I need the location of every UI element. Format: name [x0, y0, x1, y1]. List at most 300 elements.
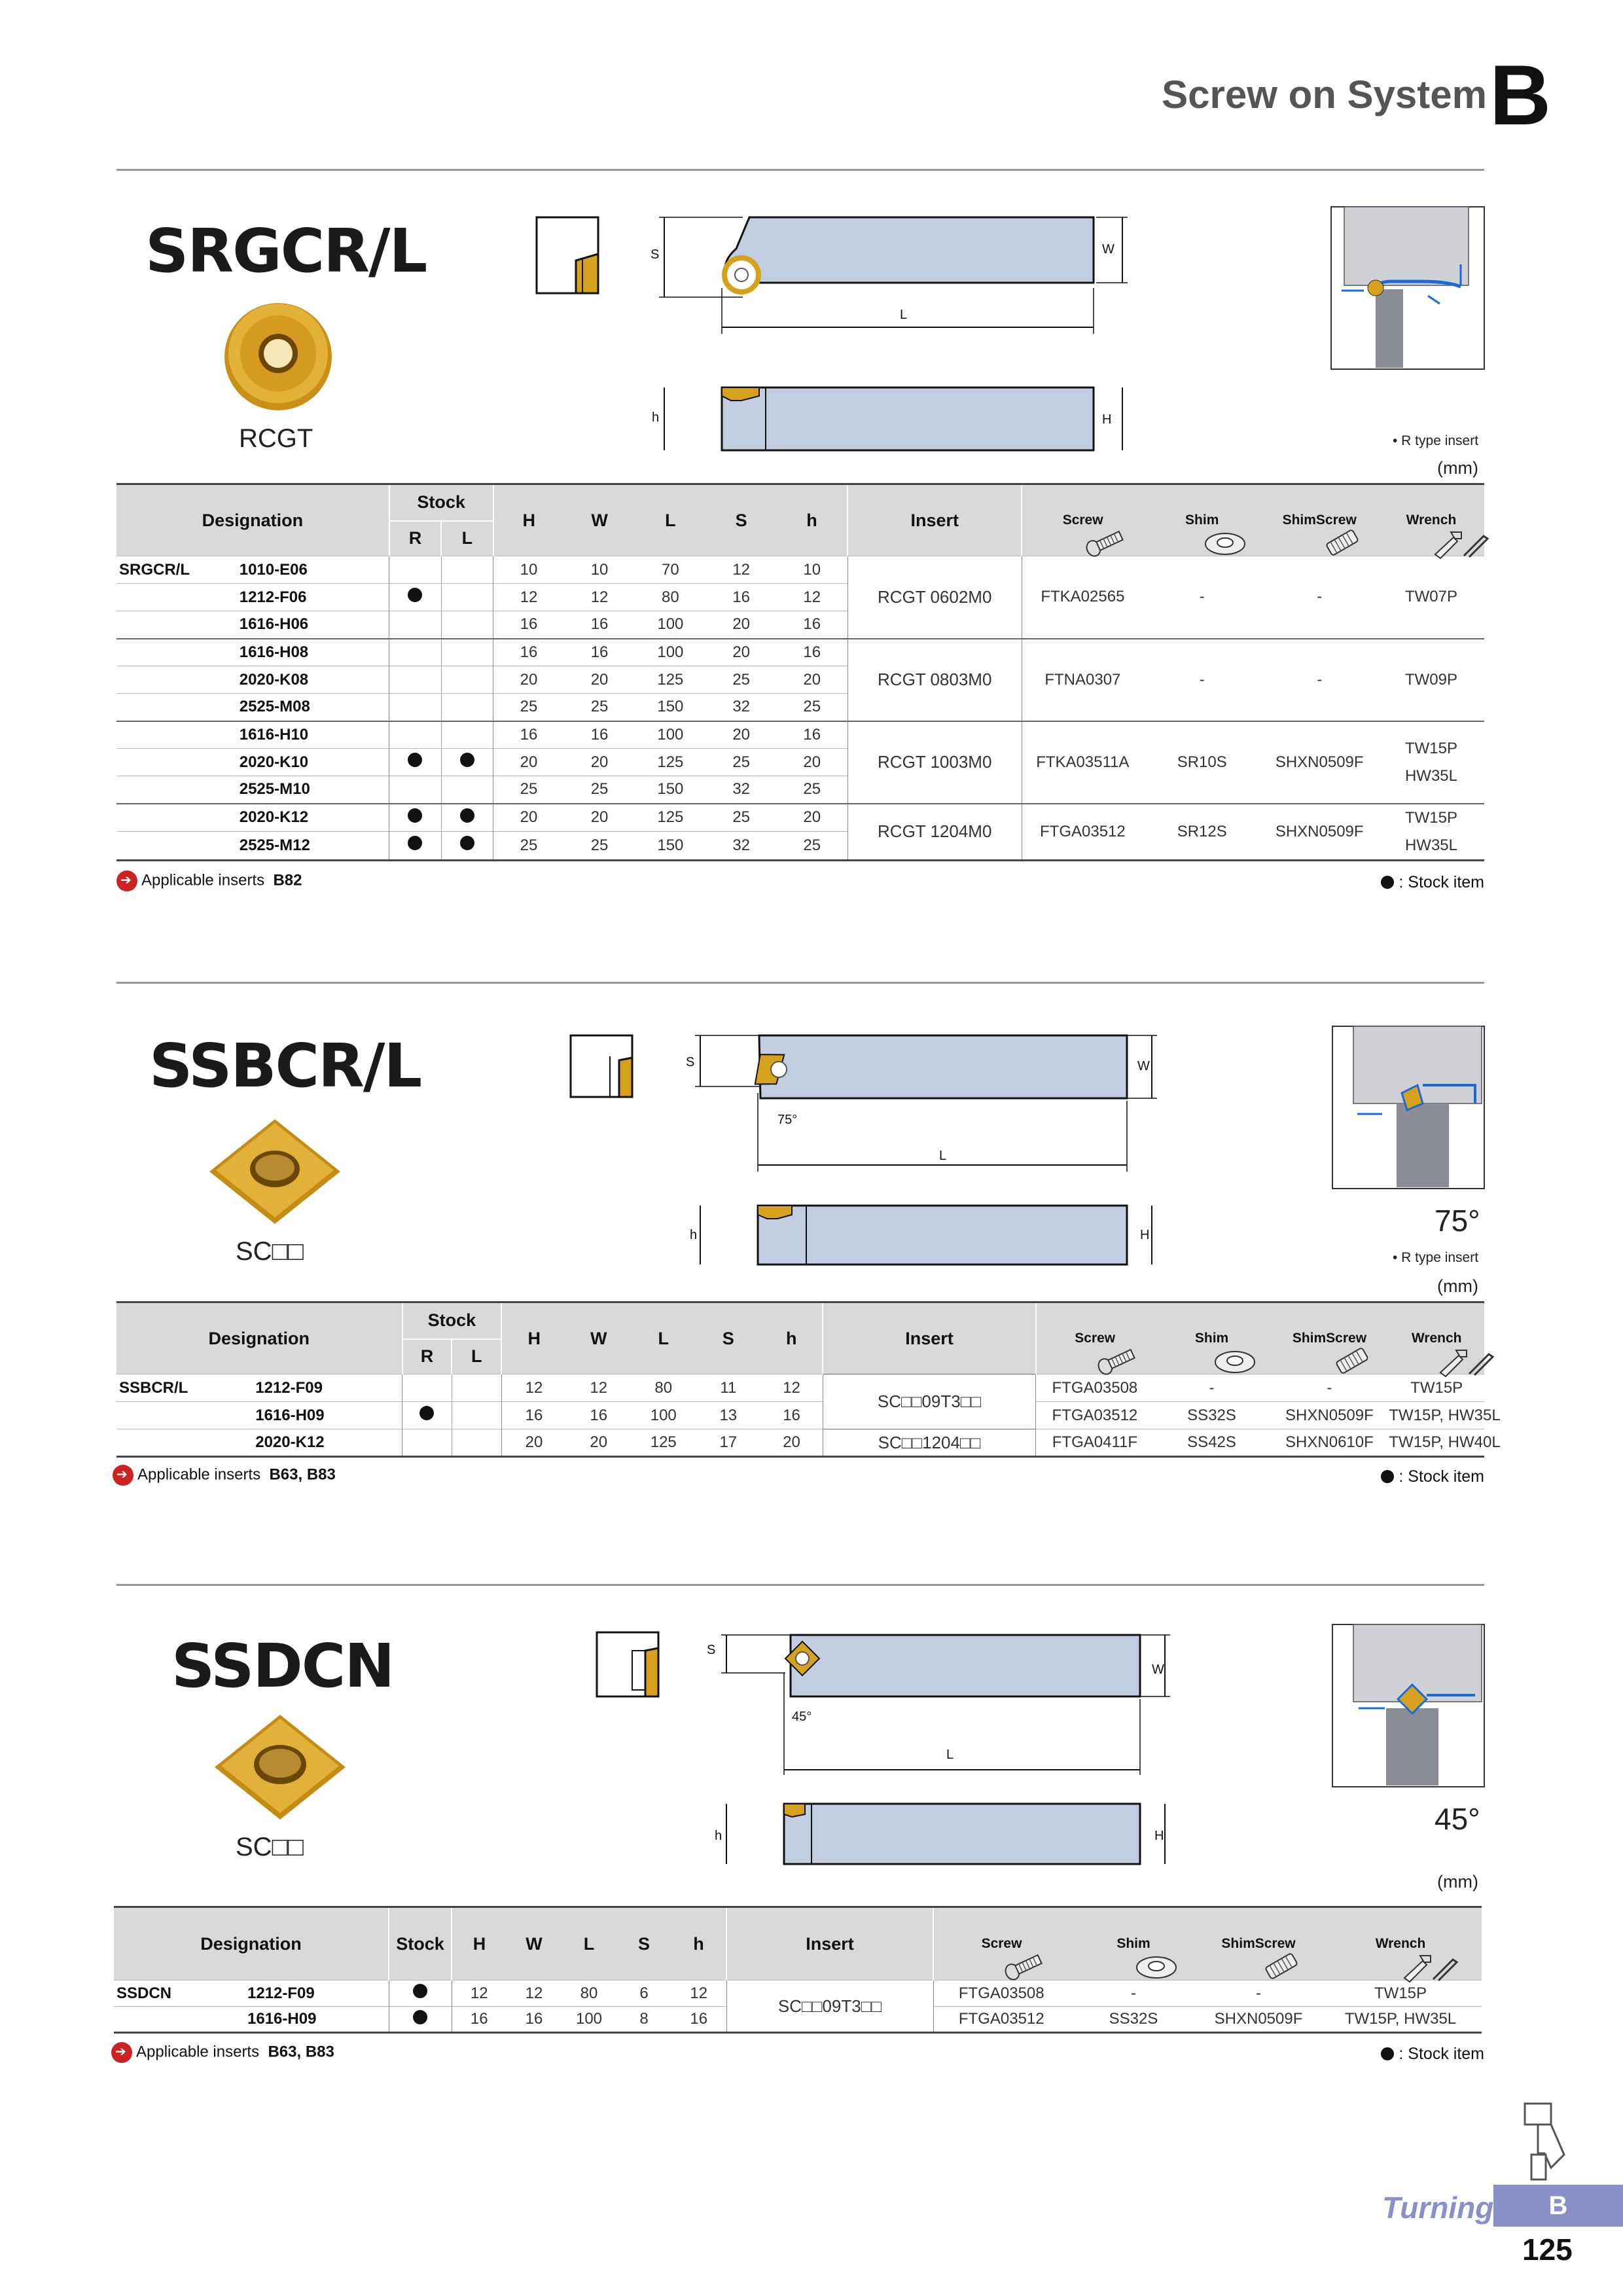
wrench-code: [1378, 639, 1484, 721]
designation-prefix: [116, 556, 240, 584]
shim-code: SR12S: [1177, 822, 1227, 840]
stock-legend: [1381, 2045, 1484, 2064]
stock-l: [452, 1374, 501, 1402]
designation-code: 1212-F09: [247, 1981, 389, 2007]
dim-S: 12: [732, 560, 751, 579]
dim-W: 10: [590, 560, 609, 579]
table-row: [114, 1981, 1482, 2007]
col-W: W: [564, 484, 635, 556]
designation-code: 1616-H10: [240, 721, 389, 749]
screw-code: FTKA02565: [1041, 588, 1125, 606]
designation-header: Designation: [116, 1302, 402, 1374]
shim-code: SS32S: [1069, 2007, 1198, 2033]
dim-h: 16: [671, 2007, 726, 2033]
shimscrew-code: -: [1270, 1374, 1389, 1402]
dim-Lv: 150: [657, 836, 684, 854]
dim-H: 16: [525, 1406, 543, 1424]
cell-text: Shim: [1185, 512, 1219, 528]
shim-header: [1143, 484, 1260, 556]
spec-table-ssbcr: [116, 1301, 1501, 1458]
dim-S: 8: [639, 2010, 649, 2028]
col-L: L: [631, 1302, 696, 1374]
stock-mark: [389, 1981, 452, 2007]
wrench-header: [1389, 1302, 1484, 1374]
designation-code: 1616-H08: [240, 639, 389, 666]
designation-code: 2020-K12: [240, 804, 389, 832]
dim-label-s: S: [651, 247, 660, 262]
insert-header: Insert: [823, 1302, 1035, 1374]
dim-h: 16: [777, 611, 847, 639]
divider: [116, 169, 1484, 171]
dim-label-w: W: [1152, 1662, 1164, 1677]
cell-text: Screw: [1075, 1331, 1116, 1346]
dim-H: 16: [520, 643, 538, 661]
dim-H: 25: [520, 698, 538, 716]
stock-l: [452, 1429, 501, 1457]
dim-W: 16: [525, 2010, 543, 2028]
stock-r: [389, 584, 441, 611]
stock-l: [441, 611, 493, 639]
stock-l: [441, 804, 493, 832]
dim-S: 17: [719, 1433, 738, 1451]
designation-prefix: [116, 749, 240, 776]
dim-S: 32: [732, 780, 751, 798]
shimscrew-code: SHXN0509F: [1275, 753, 1364, 771]
stock-l: [441, 776, 493, 804]
designation-code: 1212-F09: [255, 1374, 402, 1402]
dim-H: 16: [520, 615, 538, 634]
dim-H: 12: [525, 1378, 543, 1397]
angle-label: 75°: [777, 1113, 798, 1127]
dim-label-s: S: [707, 1643, 716, 1657]
dim-h: 25: [777, 832, 847, 860]
section-title: SRGCR/L: [145, 216, 427, 286]
stock-r: [389, 556, 441, 584]
wrench-code: TW15P: [1389, 1374, 1484, 1402]
wrench-code: [1378, 721, 1484, 804]
holder-top-view: [707, 1627, 1204, 1869]
table-row: [116, 1402, 1484, 1429]
dim-S: 25: [732, 670, 751, 689]
shim-code: -: [1199, 588, 1205, 606]
dim-Lv: 125: [657, 753, 684, 771]
stock-r: [402, 1402, 452, 1429]
filled-circle-icon: [408, 753, 422, 767]
insert-code: SC□□1204□□: [823, 1429, 1035, 1457]
dim-h: 25: [777, 694, 847, 721]
cell-text: SSDCN: [116, 1984, 172, 2002]
dim-H: 12: [470, 1984, 488, 2002]
insert-code: RCGT 1204M0: [847, 804, 1022, 861]
dim-H: 16: [520, 725, 538, 744]
shim-code: SS42S: [1154, 1429, 1270, 1457]
dim-Lv: 70: [662, 560, 679, 579]
holder-end-view: [596, 1631, 661, 1699]
dim-W: 16: [590, 725, 609, 744]
insert-code: SC□□09T3□□: [726, 1981, 933, 2033]
cell-text: ShimScrew: [1221, 1936, 1296, 1951]
cell-text: Wrench: [1375, 1936, 1426, 1951]
stock-r: [402, 1374, 452, 1402]
designation-prefix: [116, 804, 240, 832]
stock-l: [441, 721, 493, 749]
col-H: H: [501, 1302, 566, 1374]
dim-Lv: 100: [657, 615, 684, 634]
dim-label-l: L: [900, 308, 908, 322]
holder-top-view: [681, 1028, 1178, 1270]
dim-W: 16: [590, 1406, 608, 1424]
shimscrew-code: SHXN0509F: [1270, 1402, 1389, 1429]
dim-Lv: 100: [650, 1406, 677, 1424]
applicable-prefix: Applicable inserts: [136, 2043, 260, 2061]
holder-top-view: [645, 209, 1142, 458]
sc-insert-image: [208, 1708, 352, 1826]
r-type-note: • R type insert: [1393, 433, 1479, 448]
stock-l-header: L: [452, 1339, 501, 1374]
designation-header: Designation: [114, 1907, 389, 1981]
designation-prefix: [116, 611, 240, 639]
screw-code: FTGA03512: [1036, 1402, 1154, 1429]
cell-text: TW09P: [1404, 670, 1457, 689]
dim-h: 20: [777, 749, 847, 776]
divider: [116, 982, 1484, 984]
screw-code: FTGA03508: [933, 1981, 1069, 2007]
insert-header: Insert: [847, 484, 1022, 556]
applicable-pages-link[interactable]: B63, B83: [269, 1465, 336, 1484]
dim-W: 25: [590, 780, 609, 798]
turning-tool-icon: [1512, 2102, 1571, 2181]
designation-code: 1010-E06: [240, 556, 389, 584]
table-row: [116, 556, 1484, 584]
dim-label-hh: H: [1102, 412, 1112, 427]
dim-h: 16: [760, 1402, 823, 1429]
designation-code: 1212-F06: [240, 584, 389, 611]
holder-end-view: [535, 216, 601, 295]
spec-table-ssdcn: [114, 1906, 1482, 2034]
units-label: (mm): [1437, 1276, 1478, 1296]
cell-text: TW15P: [1404, 739, 1457, 757]
applicable-prefix: Applicable inserts: [141, 871, 265, 889]
filled-circle-icon: [413, 2010, 427, 2024]
cell-text: TW15P: [1404, 808, 1457, 827]
holder-end-view: [569, 1034, 635, 1100]
col-h: h: [671, 1907, 726, 1981]
screw-code: FTGA03512: [1040, 822, 1126, 840]
stock-legend: [1381, 1467, 1484, 1486]
units-label: (mm): [1437, 458, 1478, 478]
col-S: S: [706, 484, 777, 556]
cell-text: HW35L: [1404, 836, 1457, 854]
applicable-inserts-note: [113, 1465, 336, 1486]
dim-H: 20: [525, 1433, 543, 1451]
insert-code: RCGT 1003M0: [847, 721, 1022, 804]
designation-prefix: [116, 1429, 255, 1457]
stock-header: Stock: [389, 1907, 452, 1981]
filled-circle-icon: [1381, 1470, 1394, 1483]
dim-label-hh: H: [1154, 1829, 1164, 1843]
dim-Lv: 80: [654, 1378, 673, 1397]
arrow-circle-icon: [116, 870, 137, 891]
insert-code: SC□□09T3□□: [823, 1374, 1035, 1429]
col-h: h: [777, 484, 847, 556]
dim-Lv: 100: [657, 725, 684, 744]
dim-S: 20: [732, 643, 751, 661]
stock-r: [389, 749, 441, 776]
filled-circle-icon: [460, 808, 474, 823]
screw-code: FTGA0411F: [1036, 1429, 1154, 1457]
stock-l: [441, 639, 493, 666]
approach-angle: 45°: [1435, 1802, 1480, 1836]
dim-h: 20: [760, 1429, 823, 1457]
wrench-code: [1378, 556, 1484, 639]
filled-circle-icon: [408, 836, 422, 850]
shimscrew-code: -: [1198, 1981, 1319, 2007]
stock-r: [389, 666, 441, 694]
cell-text: ShimScrew: [1282, 512, 1357, 528]
dim-S: 6: [639, 1984, 649, 2002]
filled-circle-icon: [1381, 876, 1394, 889]
machining-view: [1330, 206, 1486, 370]
wrench-code: TW15P, HW35L: [1389, 1402, 1484, 1429]
screw-header: [933, 1907, 1069, 1981]
col-h: h: [760, 1302, 823, 1374]
dim-Lv: 100: [657, 643, 684, 661]
cell-text: Wrench: [1411, 1331, 1462, 1346]
dim-label-h: h: [690, 1228, 698, 1242]
filled-circle-icon: [419, 1406, 434, 1420]
stock-r: [389, 639, 441, 666]
filled-circle-icon: [408, 588, 422, 602]
table-row: [116, 804, 1484, 832]
dim-W: 16: [590, 643, 609, 661]
section-letter: B: [1489, 47, 1551, 143]
wrench-code: [1378, 804, 1484, 861]
dim-H: 20: [520, 670, 538, 689]
approach-angle: 75°: [1435, 1204, 1480, 1238]
dim-Lv: 125: [657, 670, 684, 689]
dim-h: 10: [777, 556, 847, 584]
stock-l: [441, 556, 493, 584]
dim-S: 32: [732, 836, 751, 854]
dim-H: 20: [520, 808, 538, 827]
dim-label-hh: H: [1140, 1228, 1150, 1242]
designation-code: 2020-K08: [240, 666, 389, 694]
units-label: (mm): [1437, 1872, 1478, 1892]
stock-header: Stock: [389, 484, 493, 521]
chapter-tab[interactable]: B: [1493, 2185, 1623, 2227]
dim-h: 20: [777, 804, 847, 832]
filled-circle-icon: [408, 808, 422, 823]
insert-code: RCGT 0803M0: [847, 639, 1022, 721]
dim-S: 25: [732, 753, 751, 771]
screw-code: FTGA03508: [1036, 1374, 1154, 1402]
machining-view: [1331, 1623, 1486, 1788]
angle-label: 45°: [792, 1710, 812, 1724]
shimscrew-header: [1260, 484, 1378, 556]
shim-header: [1069, 1907, 1198, 1981]
wrench-code: TW15P, HW35L: [1319, 2007, 1482, 2033]
filled-circle-icon: [460, 753, 474, 767]
page-number: 125: [1522, 2233, 1573, 2267]
dim-H: 12: [520, 588, 538, 606]
filled-circle-icon: [413, 1984, 427, 1998]
stock-r-header: R: [402, 1339, 452, 1374]
col-H: H: [452, 1907, 507, 1981]
designation-prefix: [114, 2007, 247, 2033]
filled-circle-icon: [460, 836, 474, 850]
shimscrew-code: -: [1317, 588, 1323, 606]
dim-h: 20: [777, 666, 847, 694]
dim-W: 12: [590, 588, 609, 606]
designation-code: 2525-M08: [240, 694, 389, 721]
shimscrew-header: [1198, 1907, 1319, 1981]
wrench-header: [1319, 1907, 1482, 1981]
stock-l: [441, 584, 493, 611]
dim-S: 25: [732, 808, 751, 827]
stock-r-header: R: [389, 521, 441, 556]
insert-header: Insert: [726, 1907, 933, 1981]
cell-text: Screw: [981, 1936, 1022, 1951]
stock-legend-text: : Stock item: [1399, 2045, 1484, 2063]
insert-name: SC□□: [236, 1237, 304, 1266]
cell-text: Screw: [1062, 512, 1103, 528]
dim-label-h: h: [652, 410, 660, 425]
dim-label-s: S: [686, 1055, 695, 1069]
dim-W: 20: [590, 1433, 608, 1451]
dim-W: 20: [590, 670, 609, 689]
dim-h: 12: [671, 1981, 726, 2007]
stock-r: [402, 1429, 452, 1457]
shimscrew-code: -: [1317, 670, 1323, 689]
screw-code: FTKA03511A: [1036, 753, 1130, 771]
designation-code: 2525-M12: [240, 832, 389, 860]
dim-S: 11: [720, 1378, 737, 1397]
designation-prefix: [116, 1402, 255, 1429]
designation-code: 2020-K10: [240, 749, 389, 776]
designation-prefix: [116, 776, 240, 804]
dim-W: 20: [590, 753, 609, 771]
dim-W: 25: [590, 836, 609, 854]
wrench-code: TW15P, HW40L: [1389, 1429, 1484, 1457]
designation-prefix: [116, 1374, 255, 1402]
dim-Lv: 125: [657, 808, 684, 827]
cell-text: TW07P: [1404, 588, 1457, 606]
shimscrew-code: SHXN0509F: [1198, 2007, 1319, 2033]
stock-l: [441, 666, 493, 694]
stock-l: [441, 832, 493, 860]
cell-text: Wrench: [1406, 512, 1457, 528]
sc-insert-image: [203, 1113, 347, 1230]
dim-W: 20: [590, 808, 609, 827]
dim-H: 25: [520, 836, 538, 854]
dim-label-l: L: [939, 1149, 947, 1163]
shimscrew-code: SHXN0610F: [1270, 1429, 1389, 1457]
stock-l: [452, 1402, 501, 1429]
stock-r: [389, 832, 441, 860]
page-header-title: Screw on System: [1162, 73, 1487, 117]
stock-l-header: L: [441, 521, 493, 556]
col-W: W: [507, 1907, 562, 1981]
insert-name: RCGT: [239, 424, 313, 453]
section-title: SSBCR/L: [149, 1031, 421, 1101]
col-W: W: [566, 1302, 631, 1374]
arrow-circle-icon: [113, 1465, 134, 1486]
applicable-inserts-note: [116, 870, 302, 891]
shim-code: -: [1154, 1374, 1270, 1402]
screw-header: [1022, 484, 1143, 556]
cell-text: Shim: [1194, 1331, 1229, 1346]
applicable-pages-link[interactable]: B82: [273, 871, 302, 889]
applicable-pages-link[interactable]: B63, B83: [268, 2043, 334, 2061]
table-row: [116, 639, 1484, 666]
designation-code: 1616-H09: [255, 1402, 402, 1429]
dim-h: 16: [777, 721, 847, 749]
stock-r: [389, 611, 441, 639]
designation-code: 2020-K12: [255, 1429, 402, 1457]
table-row: [116, 721, 1484, 749]
stock-legend: [1381, 873, 1484, 892]
dim-W: 12: [525, 1984, 543, 2002]
designation-code: 2525-M10: [240, 776, 389, 804]
designation-code: 1616-H06: [240, 611, 389, 639]
designation-prefix: [116, 694, 240, 721]
dim-W: 25: [590, 698, 609, 716]
designation-header: Designation: [116, 484, 389, 556]
dim-S: 13: [719, 1406, 738, 1424]
dim-S: 32: [732, 698, 751, 716]
dim-S: 20: [732, 725, 751, 744]
dim-label-l: L: [946, 1748, 954, 1762]
stock-mark: [389, 2007, 452, 2033]
machining-view: [1331, 1025, 1486, 1190]
col-S: S: [696, 1302, 760, 1374]
stock-r: [389, 776, 441, 804]
dim-label-h: h: [715, 1829, 722, 1843]
designation-prefix: [116, 832, 240, 860]
dim-label-w: W: [1102, 242, 1115, 257]
dim-Lv: 80: [580, 1984, 598, 2002]
stock-r: [389, 804, 441, 832]
insert-code: RCGT 0602M0: [847, 556, 1022, 639]
shim-code: SR10S: [1177, 753, 1227, 771]
stock-l: [441, 694, 493, 721]
cell-text: ShimScrew: [1292, 1331, 1367, 1346]
screw-header: [1036, 1302, 1154, 1374]
rcgt-insert-image: [216, 301, 340, 412]
dim-S: 16: [732, 588, 751, 606]
dim-Lv: 150: [657, 780, 684, 798]
shim-code: -: [1199, 670, 1205, 689]
screw-code: FTNA0307: [1044, 670, 1121, 689]
stock-legend-text: : Stock item: [1399, 873, 1484, 891]
wrench-header: [1378, 484, 1484, 556]
designation-prefix: [116, 721, 240, 749]
dim-H: 25: [520, 780, 538, 798]
turning-tab-label[interactable]: Turning: [1382, 2191, 1494, 2225]
dim-H: 10: [520, 560, 538, 579]
filled-circle-icon: [1381, 2047, 1394, 2060]
spec-table-srgcr: [116, 483, 1484, 861]
stock-l: [441, 749, 493, 776]
stock-legend-text: : Stock item: [1399, 1467, 1484, 1486]
r-type-note: • R type insert: [1393, 1250, 1479, 1265]
dim-Lv: 125: [650, 1433, 677, 1451]
col-S: S: [616, 1907, 671, 1981]
cell-text: Shim: [1116, 1936, 1150, 1951]
dim-label-w: W: [1137, 1059, 1150, 1073]
divider: [116, 1584, 1484, 1586]
shimscrew-header: [1270, 1302, 1389, 1374]
